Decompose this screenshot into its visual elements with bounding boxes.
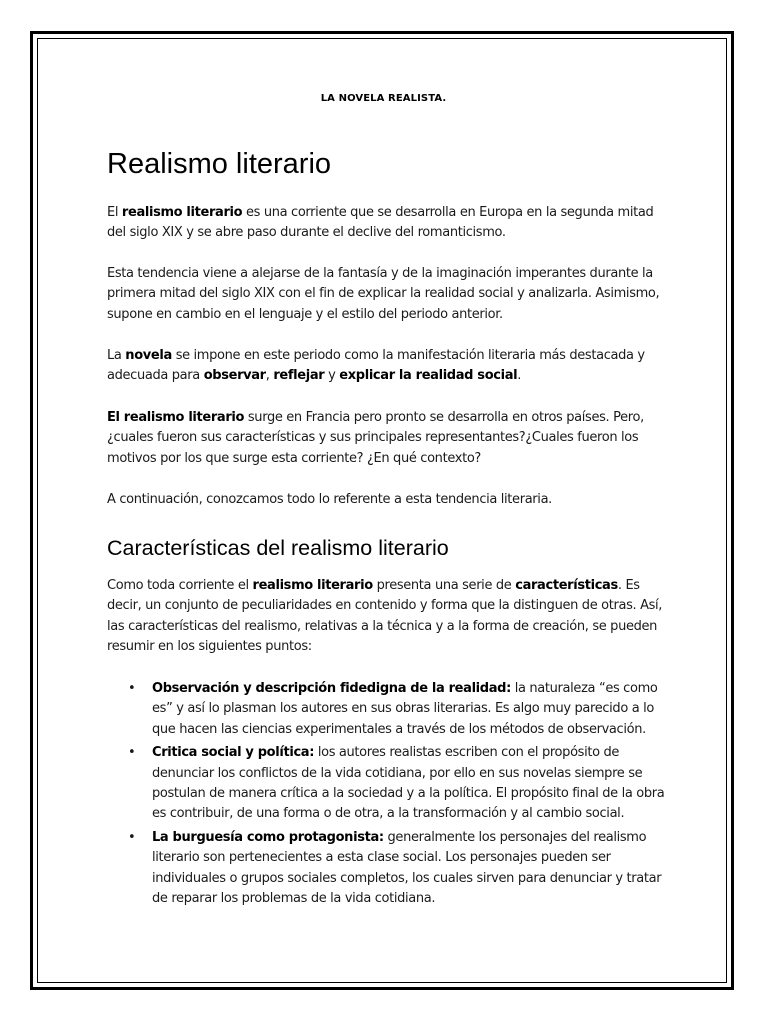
paragraph-intro: El realismo literario es una corriente que se desarrolla en Europa en la segunda mitad del siglo XIX y se abre paso durante el declive del romanticismo.	[107, 205, 654, 241]
list-item: • La burguesía como protagonista: generalmente los personajes del realismo literario son pertenecientes a esta clase social. Los personajes pueden ser individuales o grupos sociales completos, los cuales sirven para denunciar y tratar de reparar los problemas de la vida cotidiana.	[128, 829, 662, 907]
paragraph-francia: El realismo literario surge en Francia pero pronto se desarrolla en otros países. Pero, ¿cuales fueron sus características y sus principales representantes?¿Cuales fueron los motivos por los que surge esta corriente? ¿En qué contexto?	[107, 410, 644, 466]
paragraph-continuacion: A continuación, conozcamos todo lo referente a esta tendencia literaria.	[107, 492, 552, 507]
bullet-icon: •	[128, 829, 136, 845]
section-heading-caracteristicas: Características del realismo literario	[107, 536, 449, 560]
bullet-icon: •	[128, 745, 136, 761]
bullet-icon: •	[128, 681, 136, 696]
paragraph-tendencia: Esta tendencia viene a alejarse de la fantasía y de la imaginación imperantes durante la primera mitad del siglo XIX con el fin de explicar la realidad social y analizarla. Asimismo, supone en cambio en el lenguaje y el estilo del periodo anterior.	[107, 266, 660, 322]
paragraph-caracteristicas-intro: Como toda corriente el realismo literario presenta una serie de características. Es decir, un conjunto de peculiaridades en contenido y forma que la distinguen de otras. Así, las características del realismo, relativas a la técnica y a la forma de creación, se pueden resumir en los siguientes puntos:	[107, 578, 663, 655]
section-heading-realismo: Realismo literario	[107, 148, 332, 180]
list-item: • Critica social y política: los autores realistas escriben con el propósito de denunciar los conflictos de la vida cotidiana, por ello en sus novelas siempre se postulan de manera crítica a la sociedad y a la política. El propósito final de la obra es contribuir, de una forma o de otra, a la transformación y al cambio social.	[128, 745, 665, 822]
list-item: • Observación y descripción fidedigna de la realidad: la naturaleza “es como es” y así lo plasman los autores en sus obras literarias. Es algo muy parecido a lo que hacen las ciencias experimentales a través de los métodos de observación.	[128, 681, 658, 737]
bold-term: realismo literario	[121, 205, 243, 220]
characteristics-list	[107, 679, 667, 912]
paragraph-novela: La novela se impone en este periodo como la manifestación literaria más destacada y adecuada para observar, reflejar y explicar la realidad social.	[107, 348, 645, 384]
document-title: LA NOVELA REALISTA.	[320, 93, 447, 104]
